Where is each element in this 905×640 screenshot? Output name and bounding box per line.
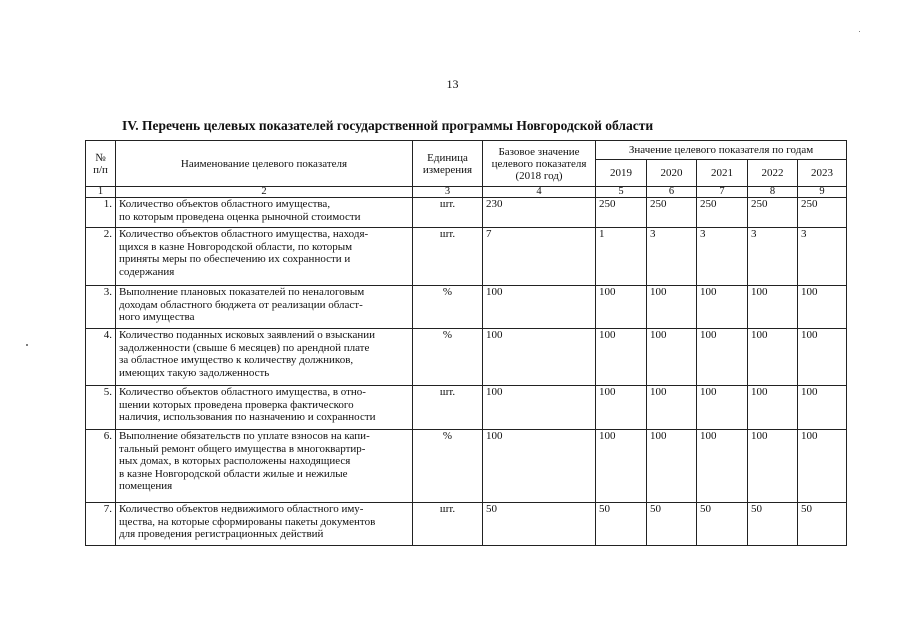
- table-row: [86, 386, 847, 430]
- table-row: [86, 198, 847, 228]
- row-number: 3.: [86, 286, 116, 329]
- scan-speck: [26, 344, 28, 346]
- year-value-cell: 100: [798, 329, 847, 386]
- year-value-cell: 100: [647, 286, 697, 329]
- column-number: 2: [116, 187, 413, 198]
- year-value-cell: 100: [596, 286, 647, 329]
- year-value-cell: 100: [697, 386, 748, 430]
- header-year: 2020: [647, 160, 697, 187]
- base-value-cell: 100: [483, 386, 596, 430]
- table-row: [86, 430, 847, 503]
- table-row: [86, 329, 847, 386]
- year-value-cell: 250: [697, 198, 748, 228]
- scan-speck: [859, 31, 860, 32]
- column-number: 3: [413, 187, 483, 198]
- year-value-cell: 100: [596, 386, 647, 430]
- row-number: 5.: [86, 386, 116, 430]
- year-value-cell: 100: [748, 329, 798, 386]
- row-number: 6.: [86, 430, 116, 503]
- base-value-cell: 100: [483, 430, 596, 503]
- column-number: 8: [748, 187, 798, 198]
- year-value-cell: 100: [798, 286, 847, 329]
- header-unit: Единица измерения: [413, 141, 483, 187]
- column-number: 6: [647, 187, 697, 198]
- year-value-cell: 100: [748, 286, 798, 329]
- year-value-cell: 50: [647, 503, 697, 546]
- year-value-cell: 100: [748, 430, 798, 503]
- header-base-value: Базовое значение целевого показателя (2018 год): [483, 141, 596, 187]
- year-value-cell: 50: [697, 503, 748, 546]
- unit-cell: шт.: [413, 503, 483, 546]
- row-number: 1.: [86, 198, 116, 228]
- indicator-name: Количество объектов областного имущества, в отно- шении которых проведена проверка фактического наличия, использования по назначению и сохранности: [116, 386, 413, 430]
- year-value-cell: 3: [697, 228, 748, 286]
- indicator-name: Количество объектов областного имущества, по которым проведена оценка рыночной стоимости: [116, 198, 413, 228]
- header-year: 2019: [596, 160, 647, 187]
- unit-cell: %: [413, 329, 483, 386]
- header-name: Наименование целевого показателя: [116, 141, 413, 187]
- unit-cell: шт.: [413, 228, 483, 286]
- year-value-cell: 250: [798, 198, 847, 228]
- year-value-cell: 100: [647, 386, 697, 430]
- base-value-cell: 100: [483, 286, 596, 329]
- base-value-cell: 230: [483, 198, 596, 228]
- column-number: 1: [86, 187, 116, 198]
- table-row: [86, 286, 847, 329]
- section-title: IV. Перечень целевых показателей государственной программы Новгородской области: [122, 118, 654, 133]
- year-value-cell: 100: [798, 430, 847, 503]
- indicator-name: Выполнение обязательств по уплате взносов на капи- тальный ремонт общего имущества в многоквартир- ных домах, в которых расположены находящиеся в казне Новгородской области жилые и нежилые помещения: [116, 430, 413, 503]
- column-number: 4: [483, 187, 596, 198]
- header-values-by-year: Значение целевого показателя по годам: [596, 141, 847, 160]
- year-value-cell: 100: [596, 430, 647, 503]
- year-value-cell: 3: [798, 228, 847, 286]
- year-value-cell: 1: [596, 228, 647, 286]
- column-number-row: [86, 187, 847, 198]
- unit-cell: %: [413, 430, 483, 503]
- indicator-name: Количество поданных исковых заявлений о взыскании задолженности (свыше 6 месяцев) по арендной плате за областное имущество к количеству должников, имеющих такую задолженность: [116, 329, 413, 386]
- page-number: 13: [446, 77, 459, 91]
- row-number: 4.: [86, 329, 116, 386]
- year-value-cell: 3: [647, 228, 697, 286]
- year-value-cell: 250: [647, 198, 697, 228]
- year-value-cell: 50: [596, 503, 647, 546]
- table-row: [86, 228, 847, 286]
- table-row: [86, 503, 847, 546]
- header-year: 2023: [798, 160, 847, 187]
- year-value-cell: 100: [596, 329, 647, 386]
- year-value-cell: 100: [697, 329, 748, 386]
- year-value-cell: 100: [647, 430, 697, 503]
- year-value-cell: 250: [596, 198, 647, 228]
- indicators-table: [85, 140, 847, 546]
- indicator-name: Выполнение плановых показателей по неналоговым доходам областного бюджета от реализации област- ного имущества: [116, 286, 413, 329]
- header-year: 2021: [697, 160, 748, 187]
- year-value-cell: 250: [748, 198, 798, 228]
- column-number: 5: [596, 187, 647, 198]
- indicator-name: Количество объектов недвижимого областного иму- щества, на которые сформированы пакеты документов для проведения регистрационных действий: [116, 503, 413, 546]
- base-value-cell: 100: [483, 329, 596, 386]
- unit-cell: %: [413, 286, 483, 329]
- column-number: 7: [697, 187, 748, 198]
- unit-cell: шт.: [413, 386, 483, 430]
- unit-cell: шт.: [413, 198, 483, 228]
- header-year: 2022: [748, 160, 798, 187]
- year-value-cell: 100: [748, 386, 798, 430]
- year-value-cell: 100: [697, 430, 748, 503]
- year-value-cell: 3: [748, 228, 798, 286]
- base-value-cell: 7: [483, 228, 596, 286]
- year-value-cell: 100: [647, 329, 697, 386]
- year-value-cell: 100: [697, 286, 748, 329]
- year-value-cell: 100: [798, 386, 847, 430]
- column-number: 9: [798, 187, 847, 198]
- base-value-cell: 50: [483, 503, 596, 546]
- indicator-name: Количество объектов областного имущества, находя- щихся в казне Новгородской области, по которым приняты меры по обеспечению их сохранности и содержания: [116, 228, 413, 286]
- year-value-cell: 50: [798, 503, 847, 546]
- year-value-cell: 50: [748, 503, 798, 546]
- header-num: № п/п: [86, 141, 116, 187]
- row-number: 7.: [86, 503, 116, 546]
- row-number: 2.: [86, 228, 116, 286]
